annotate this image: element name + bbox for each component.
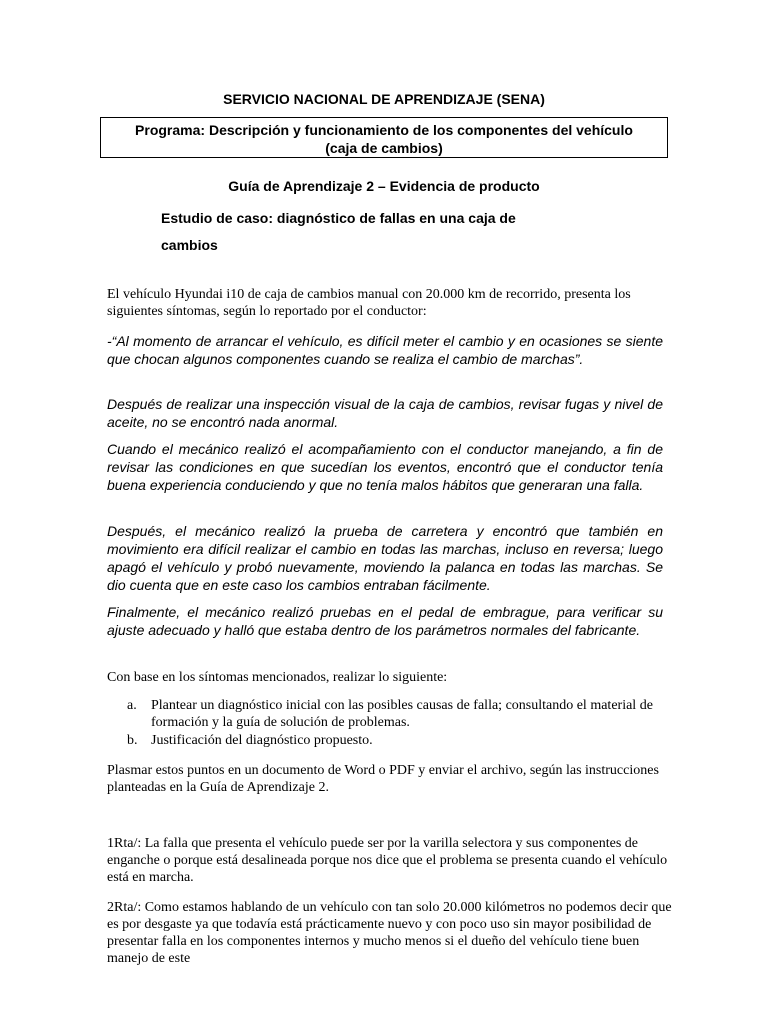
program-title-line2: (caja de cambios) (325, 140, 443, 156)
task-text: Justificación del diagnóstico propuesto. (151, 733, 373, 748)
driver-quote: -“Al momento de arrancar el vehículo, es difícil meter el cambio y en ocasiones se siente que chocan algunos componentes cuando se realiza el cambio de marchas”. (107, 333, 663, 367)
accompaniment-paragraph: Cuando el mecánico realizó el acompañamiento con el conductor manejando, a fin de revisar las condiciones en que sucedían los eventos, encontró que el conductor tenía buena experiencia conduciendo y que no tenía malos hábitos que generaran una falla. (107, 441, 663, 493)
submission-instructions: Plasmar estos puntos en un documento de Word o PDF y enviar el archivo, según las instrucciones planteadas en la Guía de Aprendizaje 2. (107, 763, 659, 795)
task-item (107, 732, 667, 749)
answer-2: 2Rta/: Como estamos hablando de un vehículo con tan solo 20.000 kilómetros no podemos decir que es por desgaste ya que todavía está prácticamente nuevo y con poco uso sin mayor posibilidad de presentar falla en los componentes internos y mucho menos si el dueño del vehículo tiene buen manejo de este (107, 900, 672, 966)
task-text: Plantear un diagnóstico inicial con las posibles causas de falla; consultando el material de formación y la guía de solución de problemas. (151, 698, 653, 730)
task-item (107, 697, 667, 731)
program-title-line1: Programa: Descripción y funcionamiento de los componentes del vehículo (135, 122, 633, 138)
road-test-paragraph: Después, el mecánico realizó la prueba de carretera y encontró que también en movimiento era difícil realizar el cambio en todas las marchas, incluso en reversa; luego apagó el vehículo y probó nuevamente, moviendo la palanca en todas las marchas. Se dio cuenta que en este caso los cambios entraban fácilmente. (107, 523, 663, 593)
clutch-test-paragraph: Finalmente, el mecánico realizó pruebas en el pedal de embrague, para verificar su ajuste adecuado y halló que estaba dentro de los parámetros normales del fabricante. (107, 604, 663, 638)
case-study-title-line2: cambios (161, 237, 218, 253)
case-study-title (161, 205, 581, 259)
guide-title: Guía de Aprendizaje 2 – Evidencia de producto (228, 178, 540, 194)
organization-title: SERVICIO NACIONAL DE APRENDIZAJE (SENA) (223, 91, 545, 107)
answer-1: 1Rta/: La falla que presenta el vehículo puede ser por la varilla selectora y sus componentes de enganche o porque está desalineada porque nos dice que el problema se presenta cuando el vehículo está en marcha. (107, 836, 668, 885)
task-marker: b. (127, 733, 138, 748)
task-marker: a. (127, 698, 137, 713)
task-list (107, 697, 667, 750)
intro-paragraph: El vehículo Hyundai i10 de caja de cambios manual con 20.000 km de recorrido, presenta los siguientes síntomas, según lo reportado por el conductor: (107, 287, 631, 319)
program-box (100, 117, 668, 158)
inspection-paragraph: Después de realizar una inspección visual de la caja de cambios, revisar fugas y nivel de aceite, no se encontró nada anormal. (107, 396, 663, 430)
case-study-title-line1: Estudio de caso: diagnóstico de fallas en una caja de (161, 210, 516, 226)
instructions-intro: Con base en los síntomas mencionados, realizar lo siguiente: (107, 670, 448, 685)
